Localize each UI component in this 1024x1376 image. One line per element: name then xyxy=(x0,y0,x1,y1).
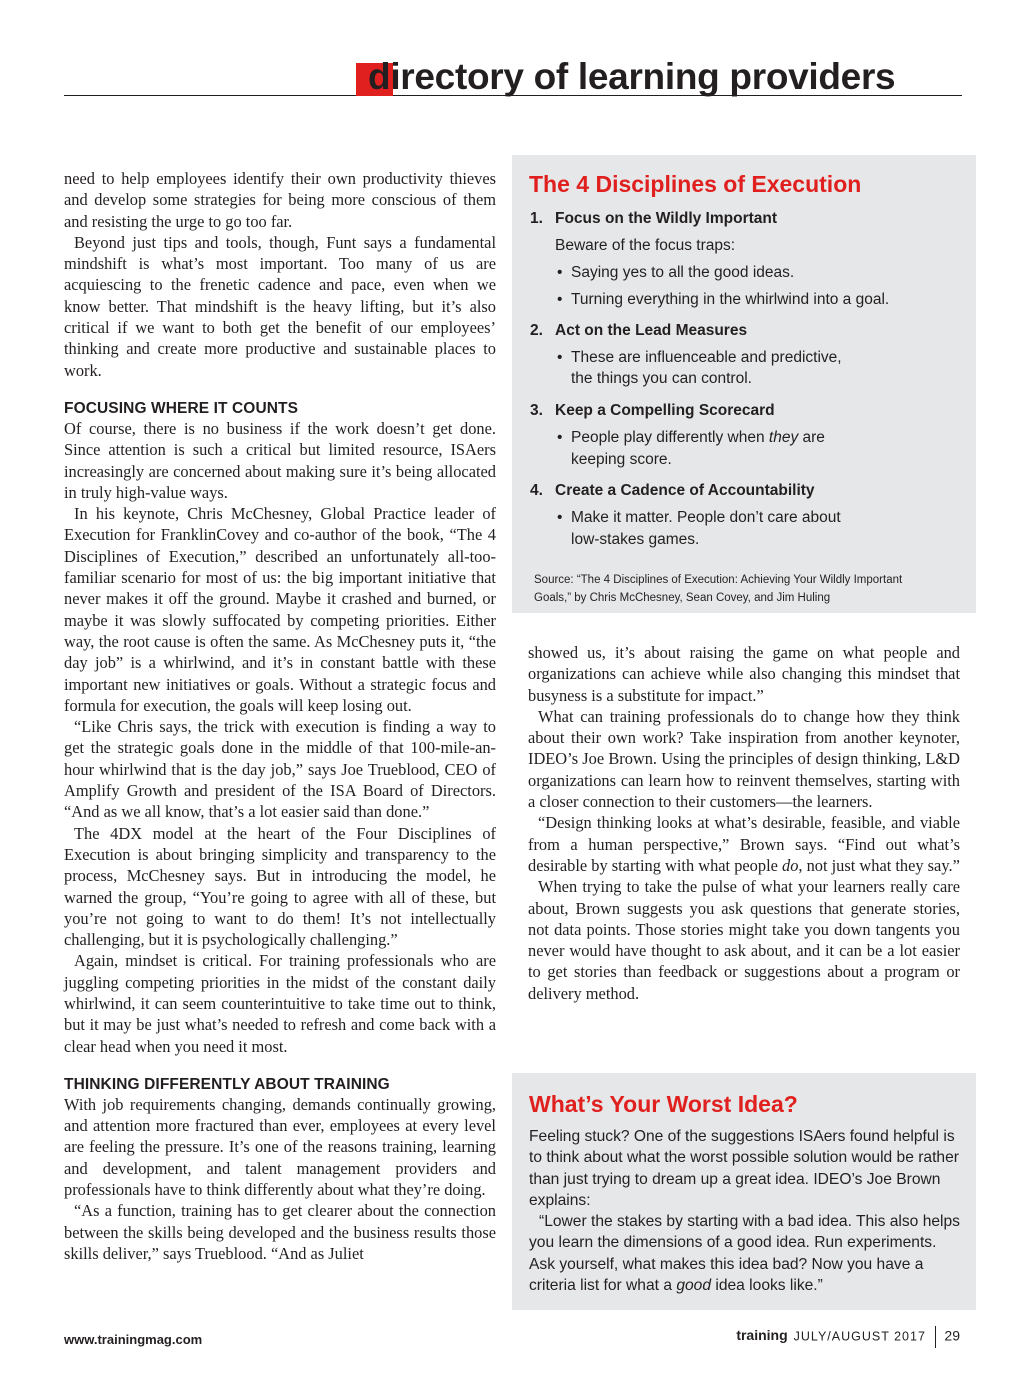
paragraph: showed us, it’s about raising the game on what people and organizations can achieve while also changing this mindset that busyness is a substitute for impact.” xyxy=(528,643,960,705)
paragraph: What can training professionals do to change how they think about their own work? Take inspiration from another keynoter, IDEO’s Joe Brown. Using the principles of design thinking, L&D organizations can learn how to reinvent themselves, starting with a closer connection to their customers—the learners. xyxy=(528,706,960,812)
footer-website: www.trainingmag.com xyxy=(64,1332,203,1347)
worst-idea-text xyxy=(529,1126,961,1296)
paragraph: Again, mindset is critical. For training professionals who are juggling competing priorities in the midst of the constant daily whirlwind, it can seem counterintuitive to take time out to think, but it may be just what’s needed to refresh and come back with a clear head when you need it most. xyxy=(64,951,496,1056)
bullet-icon: • xyxy=(557,349,563,366)
bullet-icon: • xyxy=(557,429,563,446)
paragraph: “Lower the stakes by starting with a bad idea. This also helps you learn the dimensions of a good idea. Run experiments. Ask yourself, what makes this idea bad? Now you have a criteria list for what a good idea looks like.” xyxy=(529,1213,960,1295)
disciplines-sidebar xyxy=(512,155,976,613)
discipline-item-2: 2. Act on the Lead Measures xyxy=(530,322,748,339)
disciplines-title: The 4 Disciplines of Execution xyxy=(529,171,862,197)
paragraph: Of course, there is no business if the work doesn’t get done. Since attention is such a critical but limited resource, ISAers increasingly are concerned about making sure it’s being allocated in truly high-value ways. xyxy=(64,418,496,502)
paragraph: Beyond just tips and tools, though, Funt says a fundamental mindshift is what’s most important. Too many of us are acquiescing to the frenetic cadence and pace, even when we know better. That mindshift is the heavy lifting, but it’s also critical if we want to both get the benefit of our employees’ thinking and create more productive and sustainable places to work. xyxy=(64,232,496,380)
right-column xyxy=(528,642,960,1004)
discipline-bullet: People play differently when they are xyxy=(571,429,825,446)
discipline-bullet: Turning everything in the whirlwind into a goal. xyxy=(571,291,890,308)
discipline-bullet: These are influenceable and predictive, xyxy=(571,349,842,366)
bullet-icon: • xyxy=(557,264,563,281)
paragraph: need to help employees identify their own productivity thieves and develop some strategies for being more conscious of them and resisting the urge to go too far. xyxy=(64,169,496,231)
paragraph: With job requirements changing, demands continually growing, and attention more fractured than ever, employees at every level are feeling the pressure. It’s one of the reasons training, learning and development, and talent management providers and professionals have to think differently about what they’re doing. xyxy=(64,1094,496,1200)
footer-brand: training xyxy=(736,1327,788,1344)
section-title-initial: d xyxy=(368,56,391,97)
bullet-icon: • xyxy=(557,509,563,526)
worst-idea-title: What’s Your Worst Idea? xyxy=(529,1091,798,1117)
page-number: 29 xyxy=(944,1327,960,1344)
footer-issue: JULY/AUGUST 2017 xyxy=(793,1329,926,1344)
paragraph: “Like Chris says, the trick with execution is finding a way to get the strategic goals done in the middle of that 100-mile-an-hour whirlwind that is the day job,” says Joe Trueblood, CEO of Amplify Growth and president of the ISA Board of Directors. “And as we all know, that’s a lot easier said than done.” xyxy=(64,717,496,822)
left-column xyxy=(64,168,496,1264)
discipline-bullet: Make it matter. People don’t care about xyxy=(571,509,841,526)
discipline-item-1: 1. Focus on the Wildly Important xyxy=(530,210,778,227)
discipline-bullet: Saying yes to all the good ideas. xyxy=(571,264,795,281)
discipline-bullet-cont: low-stakes games. xyxy=(571,531,700,548)
section-title xyxy=(368,56,895,98)
worst-idea-sidebar xyxy=(512,1073,976,1310)
subhead-focusing: FOCUSING WHERE IT COUNTS xyxy=(64,399,299,417)
source-citation: Source: “The 4 Disciplines of Execution: Achieving Your Wildly Important Goals,” by Chris McChesney, Sean Covey, and Jim Huling xyxy=(534,574,903,604)
discipline-item-4: 4. Create a Cadence of Accountability xyxy=(530,482,815,499)
paragraph: “As a function, training has to get clearer about the connection between the skills being developed and the business results those skills deliver,” says Trueblood. “And as Juliet xyxy=(64,1201,496,1263)
paragraph: “Design thinking looks at what’s desirable, feasible, and viable from a human perspective,” Brown says. “Find out what’s desirable by starting with what people do, not just what they say.” xyxy=(528,813,960,875)
bullet-icon: • xyxy=(557,291,563,308)
footer-separator xyxy=(935,1326,937,1348)
paragraph: The 4DX model at the heart of the Four Disciplines of Execution is about bringing simplicity and transparency to the process, McChesney says. But in introducing the model, he warned the group, “You’re going to agree with all of these, but you’re not going to want to do them! It’s not intellectually challenging, but it is psychologically challenging.” xyxy=(64,823,496,950)
subhead-thinking: THINKING DIFFERENTLY ABOUT TRAINING xyxy=(64,1075,390,1093)
discipline-bullet-cont: keeping score. xyxy=(571,451,672,468)
discipline-item-3: 3. Keep a Compelling Scorecard xyxy=(530,402,775,419)
paragraph: In his keynote, Chris McChesney, Global Practice leader of Execution for FranklinCovey and co-author of the book, “The 4 Disciplines of Execution,” described an unfortunately all-too-familiar scenario for most of us: the big important initiative that never makes it off the ground. Maybe it crashed and burned, or maybe it was slowly suffocated by competing priorities. Either way, the root cause is often the same. As McChesney puts it, “the day job” is a whirlwind, and it’s in constant battle with these important new initiatives or goals. Without a strategic focus and formula for execution, the goals will keep losing out. xyxy=(64,504,496,715)
discipline-bullet-cont: the things you can control. xyxy=(571,370,752,387)
section-title-rest: irectory of learning providers xyxy=(390,56,896,97)
paragraph: Feeling stuck? One of the suggestions ISAers found helpful is to think about what the worst possible solution would be rather than just trying to dream up a great idea. IDEO’s Joe Brown explains: xyxy=(529,1128,959,1209)
paragraph: When trying to take the pulse of what your learners really care about, Brown suggests you ask questions that generate stories, not data points. Those stories might take you down tangents you never would have thought to ask about, and it can be a lot easier to get stories than feedback or suggestions about a program or delivery method. xyxy=(528,877,960,1003)
footer-folio xyxy=(736,1326,960,1348)
discipline-item-1-intro: Beware of the focus traps: xyxy=(555,237,736,254)
